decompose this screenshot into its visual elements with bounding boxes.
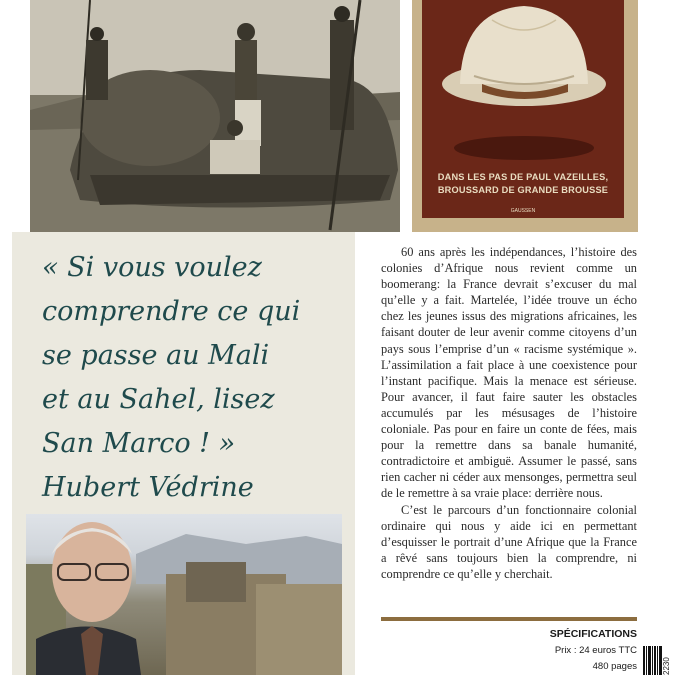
quote-line-1: « Si vous voulez [42, 252, 262, 283]
quote-line-3: se passe au Mali [42, 340, 270, 371]
specifications-divider [381, 617, 637, 621]
cover-subtitle-line2: BROUSSARD DE GRANDE BROUSSE [437, 185, 609, 195]
quote-author: Hubert Védrine [42, 472, 254, 503]
pull-quote [42, 246, 342, 510]
left-margin [0, 0, 12, 675]
spec-pages: 480 pages [592, 661, 637, 672]
spec-price: Prix : 24 euros TTC [554, 645, 637, 656]
quote-panel [12, 232, 355, 675]
quote-line-5: San Marco ! » [42, 428, 236, 459]
book-cover-panel [422, 0, 624, 218]
barcode-icon [643, 646, 663, 675]
article-body [381, 244, 637, 582]
article-paragraph-2: C’est le parcours d’un fonctionnaire colonial ordinaire qui nous y aide ici en permettant d’esquisser le portrait d’une Afrique que la France a rêvé sans toujours bien la comprendre, ni comprendre ce qu’elle y cherchait. [381, 502, 637, 581]
cover-subtitle-line1: DANS LES PAS DE PAUL VAZEILLES, [437, 172, 609, 182]
book-cover [412, 0, 638, 232]
publisher-logo-text: GAUSSEN [510, 208, 536, 214]
article-paragraph-1: 60 ans après les indépendances, l’histoire des colonies d’Afrique nous revient comme un boomerang: la France devrait s’excuser du mal qu’elle y a fait. Martelée, l’idée trouve un écho chez les jeunes issus des migrations africaines, les faisant douter de leur avenir comme citoyens d’un pays sous l’emprise d’un « racisme systémique ». L’assimilation a fait place à une coexistence pour l’instant pacifique. Mais la menace est sérieuse. Pour avancer, il faut faire sauter les obstacles accumulés par les mésusages de l’histoire coloniale. Pas pour en faire un conte de fées, mais pour la remettre dans sa banale humanité, contradictoire et ambiguë. Assumer le passé, sans rien cacher ni céder aux mensonges, permettra seul de le remettre à sa vraie place: derrière nous. [381, 245, 637, 501]
quote-line-2: comprendre ce qui [42, 296, 301, 327]
specifications-title: SPÉCIFICATIONS [549, 628, 637, 640]
barcode-number: 2230 [662, 657, 671, 675]
archival-photo-boat [30, 0, 400, 232]
author-portrait-photo [26, 514, 342, 675]
quote-line-4: et au Sahel, lisez [42, 384, 275, 415]
